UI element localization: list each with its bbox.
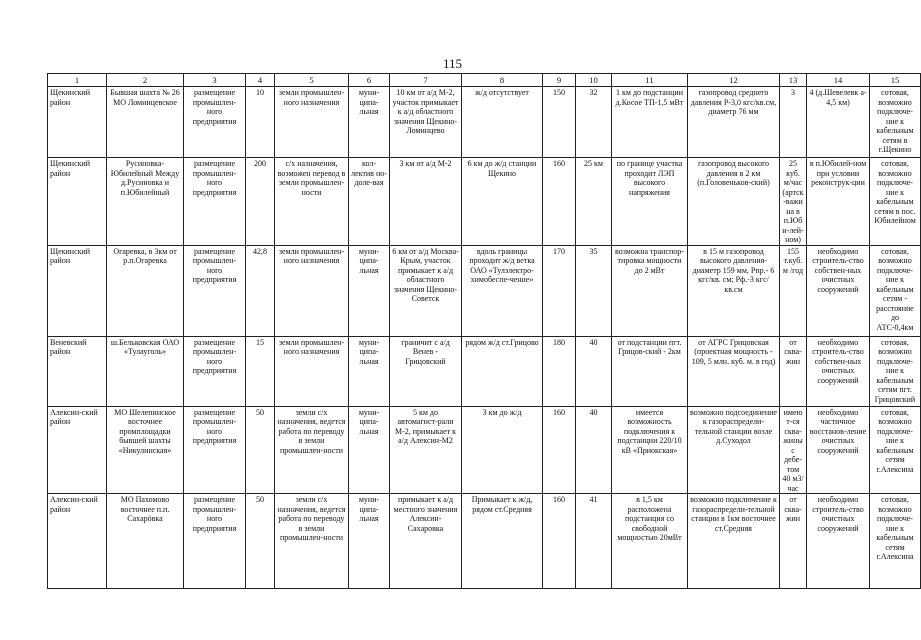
area-cell: 42,8 <box>246 245 275 336</box>
sewerage-cell: необходимо строитель-ство собствен-ных очистных сооружений <box>807 336 870 406</box>
site-cell: Бывшая шахта № 26 МО Ломинцевское <box>107 87 184 158</box>
col9-cell: 180 <box>543 336 576 406</box>
telecom-cell: сотовая, возможно подключе-ние к кабельным сетям г.Алексина <box>870 494 921 589</box>
gas-cell: газопровод высокого давления в 2 км (п.Головеньков-ский) <box>688 158 780 246</box>
purpose-cell: размещение промышлен-ного предприятия <box>184 158 246 246</box>
district-cell: Веневский район <box>48 336 107 406</box>
rail-access-cell: ж/д отсутствует <box>462 87 543 158</box>
land-category-cell: земли промышлен-ного назначения <box>275 87 349 158</box>
sewerage-cell: 4 (д.Шевелевк а- 4,5 км) <box>807 87 870 158</box>
col9-cell: 150 <box>543 87 576 158</box>
purpose-cell: размещение промышлен-ного предприятия <box>184 87 246 158</box>
col10-cell: 40 <box>576 406 612 494</box>
power-cell: в 1,5 км расположена подстанция со свободной мощностью 20мВт <box>612 494 688 589</box>
col9-cell: 170 <box>543 245 576 336</box>
gas-cell: газопровод среднего давления Р-3,0 кгс/кв.см, диаметр 76 мм <box>688 87 780 158</box>
rail-access-cell: 6 км до ж/д станции Щекино <box>462 158 543 246</box>
column-number: 2 <box>107 74 184 87</box>
power-cell: возможна транспор-тировка мощности до 2 мВт <box>612 245 688 336</box>
column-number: 4 <box>246 74 275 87</box>
ownership-cell: кол-лектив но-доле-вая <box>349 158 390 246</box>
district-cell: Щекинский район <box>48 158 107 246</box>
telecom-cell: сотовая, возможно подключе-ние к кабельным сетям г.Алексина <box>870 406 921 494</box>
water-cell: 155 т.куб.м /год <box>780 245 807 336</box>
table-row <box>48 158 921 246</box>
telecom-cell: сотовая, возможно подключе-ние к кабельным сетям - расстояние до АТС-0,4км <box>870 245 921 336</box>
table-row <box>48 336 921 406</box>
table-row <box>48 87 921 158</box>
power-cell: имеется возможность подключения к подстанции 220/10 кВ «Приокская» <box>612 406 688 494</box>
land-category-cell: земли промышлен-ного назначения <box>275 336 349 406</box>
rail-access-cell: вдоль границы проходит ж/д ветка ОАО «Тулэлектро-химобеспе-чение» <box>462 245 543 336</box>
purpose-cell: размещение промышлен-ного предприятия <box>184 406 246 494</box>
area-cell: 15 <box>246 336 275 406</box>
column-number: 15 <box>870 74 921 87</box>
ownership-cell: муни-ципа-льная <box>349 494 390 589</box>
column-number: 13 <box>780 74 807 87</box>
site-cell: МО Шелепинское восточнее промплощадки бывшей шахты «Никулинская» <box>107 406 184 494</box>
col10-cell: 35 <box>576 245 612 336</box>
column-number-row <box>48 74 921 87</box>
purpose-cell: размещение промышлен-ного предприятия <box>184 245 246 336</box>
column-number: 12 <box>688 74 780 87</box>
road-access-cell: 10 км от а/д М-2, участок примыкает к а/д областного значения Щекино-Ломинцево <box>390 87 462 158</box>
sewerage-cell: необходимо строитель-ство собствен-ных очистных сооружений <box>807 245 870 336</box>
land-category-cell: земли с/х назначения, ведется работа по переводу в земли промышлен-ности <box>275 494 349 589</box>
column-number: 10 <box>576 74 612 87</box>
sewerage-cell: необходимо частичное восстанов-ление очистных сооружений <box>807 406 870 494</box>
district-cell: Алексин-ский район <box>48 494 107 589</box>
road-access-cell: примыкает к а/д местного значения Алексин-Сахаровка <box>390 494 462 589</box>
water-cell: имеют-ся сква-жины с дебе-том 40 м3/час <box>780 406 807 494</box>
water-cell: 25 куб. м/час (артск-важина в п.Юби-лей-ном) <box>780 158 807 246</box>
road-access-cell: граничит с а/д Венев - Грицовский <box>390 336 462 406</box>
sewerage-cell: необходимо строитель-ство очистных сооружений <box>807 494 870 589</box>
ownership-cell: муни-ципа-льная <box>349 336 390 406</box>
water-cell: 3 <box>780 87 807 158</box>
column-number: 8 <box>462 74 543 87</box>
ownership-cell: муни-ципа-льная <box>349 406 390 494</box>
column-number: 6 <box>349 74 390 87</box>
col10-cell: 25 км <box>576 158 612 246</box>
sites-table <box>47 73 921 589</box>
table-row <box>48 494 921 589</box>
sewerage-cell: в п.Юбилей-ном при условии реконструк-ции <box>807 158 870 246</box>
power-cell: 1 км до подстанции д.Косое ТП-1,5 мВт <box>612 87 688 158</box>
power-cell: по границе участка проходит ЛЭП высокого напряжения <box>612 158 688 246</box>
area-cell: 50 <box>246 494 275 589</box>
col10-cell: 41 <box>576 494 612 589</box>
area-cell: 10 <box>246 87 275 158</box>
gas-cell: от АГРС Грицовская (проектная мощность - 109, 5 млн. куб. м. в год) <box>688 336 780 406</box>
ownership-cell: муни-ципа-льная <box>349 87 390 158</box>
column-number: 5 <box>275 74 349 87</box>
area-cell: 50 <box>246 406 275 494</box>
col9-cell: 160 <box>543 494 576 589</box>
purpose-cell: размещение промышлен-ного предприятия <box>184 336 246 406</box>
rail-access-cell: 3 км до ж/д <box>462 406 543 494</box>
table-row <box>48 245 921 336</box>
gas-cell: возможно подключение к газораспредели-тельной станции в 1км восточнее ст.Средняя <box>688 494 780 589</box>
purpose-cell: размещение промышлен-ного предприятия <box>184 494 246 589</box>
rail-access-cell: Примыкает к ж/д, рядом ст.Средняя <box>462 494 543 589</box>
telecom-cell: сотовая, возможно подключе-ние к кабельным сетям в г.Щекино <box>870 87 921 158</box>
land-category-cell: земли промышлен-ного назначения <box>275 245 349 336</box>
telecom-cell: сотовая, возможно подключе-ние к кабельным сетям пгт. Грицовский <box>870 336 921 406</box>
site-cell: Огаревка, в 3км от р.п.Огаревка <box>107 245 184 336</box>
col9-cell: 160 <box>543 158 576 246</box>
column-number: 14 <box>807 74 870 87</box>
land-category-cell: с/х назначения, возможен перевод в земли промышлен-ности <box>275 158 349 246</box>
area-cell: 200 <box>246 158 275 246</box>
ownership-cell: муни-ципа-льная <box>349 245 390 336</box>
site-cell: Русиновка-Юбилейный Между д.Русиновка и п.Юбилейный <box>107 158 184 246</box>
water-cell: от сква-жин <box>780 336 807 406</box>
site-cell: МО Пахомово восточнее п.п. Сахарöвка <box>107 494 184 589</box>
gas-cell: возможно подсоединение к газораспредели-тельной станции возле д.Суходол <box>688 406 780 494</box>
page-number: 115 <box>442 56 463 71</box>
site-cell: ш.Бельковская ОАО «Тулауголь» <box>107 336 184 406</box>
col9-cell: 160 <box>543 406 576 494</box>
water-cell: от сква-жин <box>780 494 807 589</box>
column-number: 9 <box>543 74 576 87</box>
column-number: 7 <box>390 74 462 87</box>
land-category-cell: земли с/х назначения, ведется работа по переводу в земли промышлен-ности <box>275 406 349 494</box>
district-cell: Алексин-ский район <box>48 406 107 494</box>
column-number: 11 <box>612 74 688 87</box>
column-number: 3 <box>184 74 246 87</box>
road-access-cell: 5 км до автомагист-рали М-2, примыкает к а/д Алексин-М2 <box>390 406 462 494</box>
district-cell: Щекинский район <box>48 87 107 158</box>
column-number: 1 <box>48 74 107 87</box>
table-row <box>48 406 921 494</box>
road-access-cell: 6 км от а/д Москва-Крым, участок примыкает к а/д областного значения Щекино-Советск <box>390 245 462 336</box>
road-access-cell: 3 км от а/д М-2 <box>390 158 462 246</box>
power-cell: от подстанции пгт. Грицов-ский - 2км <box>612 336 688 406</box>
rail-access-cell: рядом ж/д ст.Грицово <box>462 336 543 406</box>
col10-cell: 32 <box>576 87 612 158</box>
gas-cell: в 15 м газопровод высокого давления-диаметр 159 мм, Рпр.- 6 кгс/кв. см; Рф.-3 кгс/кв.см <box>688 245 780 336</box>
col10-cell: 40 <box>576 336 612 406</box>
district-cell: Щекинский район <box>48 245 107 336</box>
telecom-cell: сотовая, возможно подключе-ние к кабельным сетям в пос. Юбилейном <box>870 158 921 246</box>
